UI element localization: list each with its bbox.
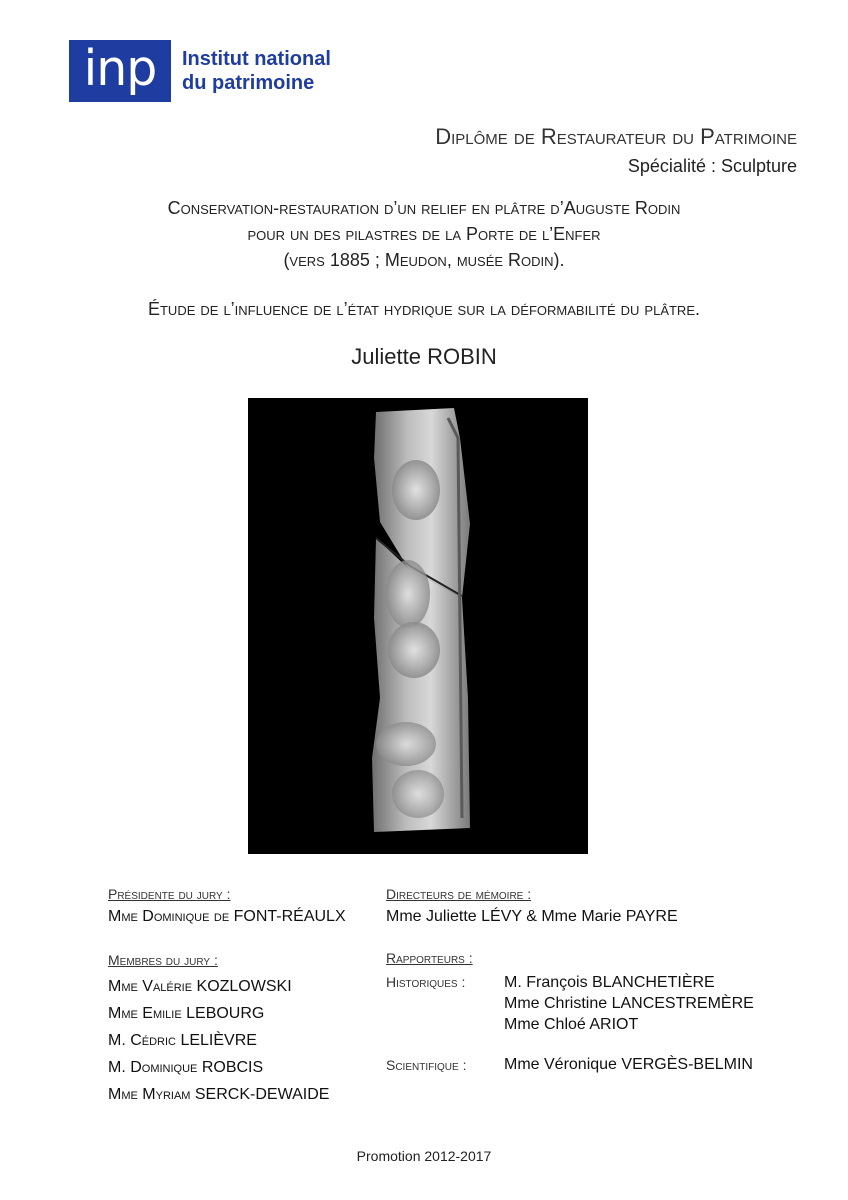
scientific-reporter: Mme Véronique VERGÈS-BELMIN	[504, 1056, 753, 1073]
president-label: Présidente du jury :	[108, 886, 231, 902]
author-name: Juliette ROBIN	[351, 344, 497, 369]
thesis-title-line1: Conservation-restauration d’un relief en plâtre d’Auguste Rodin	[167, 198, 681, 218]
directors-names: Mme Juliette LÉVY & Mme Marie PAYRE	[386, 908, 678, 925]
members-label: Membres du jury :	[108, 952, 218, 968]
jury-member: Mme Valérie KOZLOWSKI	[108, 978, 292, 995]
directors-label: Directeurs de mémoire :	[386, 886, 532, 902]
institution-name-line2: du patrimoine	[182, 72, 315, 94]
historic-label: Historiques :	[386, 974, 466, 990]
thesis-title-line2: pour un des pilastres de la Porte de l’Enfer	[247, 224, 601, 244]
logo-abbr: inp	[83, 40, 157, 97]
relief-photo	[248, 398, 588, 854]
jury-member: M. Cédric LELIÈVRE	[108, 1032, 257, 1049]
historic-reporter: M. François BLANCHETIÈRE	[504, 974, 715, 991]
thesis-subtitle: Étude de l’influence de l’état hydrique sur la déformabilité du plâtre.	[147, 299, 700, 319]
jury-member: Mme Emilie LEBOURG	[108, 1005, 265, 1022]
president-name: Mme Dominique de FONT-RÉAULX	[108, 908, 346, 925]
institution-name	[182, 47, 331, 95]
institution-name-line1: Institut national	[182, 48, 331, 70]
promotion-years: Promotion 2012-2017	[356, 1148, 492, 1164]
historic-reporter: Mme Chloé ARIOT	[504, 1016, 639, 1033]
scientific-label: Scientifique :	[386, 1057, 467, 1073]
jury-member: M. Dominique ROBCIS	[108, 1059, 264, 1076]
relief-illustration	[248, 398, 588, 854]
thesis-title-line3: (vers 1885 ; Meudon, musée Rodin).	[283, 250, 565, 270]
diploma-title: Diplôme de Restaurateur du Patrimoine	[435, 124, 797, 149]
specialty: Spécialité : Sculpture	[627, 156, 797, 176]
inp-logo	[69, 40, 171, 102]
reporters-label: Rapporteurs :	[386, 950, 473, 966]
historic-reporter: Mme Christine LANCESTREMÈRE	[504, 995, 754, 1012]
jury-member: Mme Myriam SERCK-DEWAIDE	[108, 1086, 330, 1103]
